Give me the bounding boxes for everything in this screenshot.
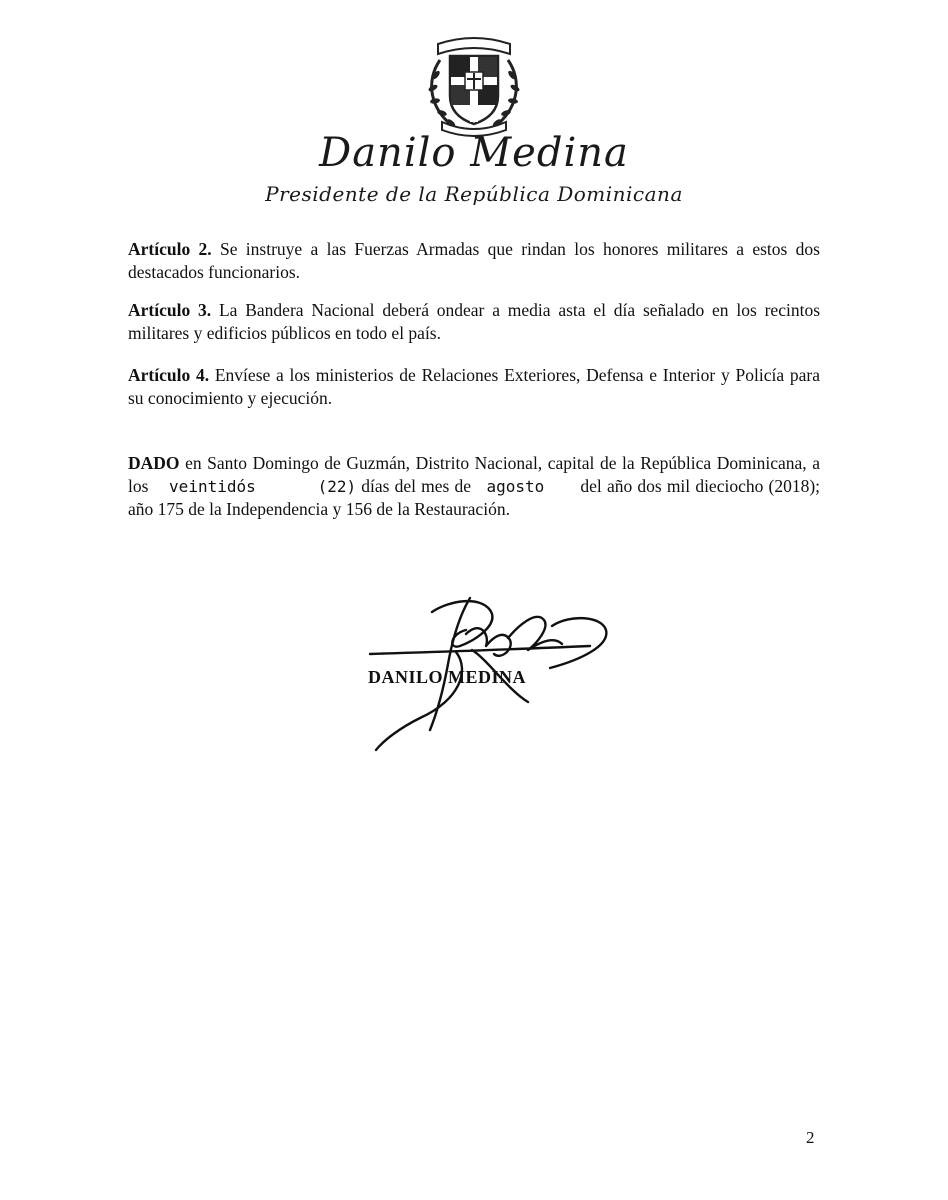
article-4 [128, 364, 820, 410]
article-2-label: Artículo 2. [128, 239, 212, 259]
header-president-title: Presidente de la República Dominicana [265, 182, 683, 206]
article-2 [128, 238, 820, 284]
handwritten-signature [340, 590, 640, 760]
signature-printed-name: DANILO MEDINA [368, 667, 527, 687]
article-4-label: Artículo 4. [128, 365, 210, 385]
dado-text-3: del año dos mil dieciocho (2018); año 175 de la Independencia y 156 de la Restauración. [128, 476, 821, 519]
article-2-text: Se instruye a las Fuerzas Armadas que rindan los honores militares a estos dos destacados funcionarios. [128, 239, 820, 282]
article-4-text: Envíese a los ministerios de Relaciones Exteriores, Defensa e Interior y Policía para su conocimiento y ejecución. [128, 365, 820, 408]
article-3 [128, 299, 820, 345]
dado-day-number: (22) [317, 477, 357, 496]
dado-day-words: veintidós [169, 477, 256, 496]
dado-text-2: días del mes de [356, 476, 477, 496]
article-3-label: Artículo 3. [128, 300, 212, 320]
coat-of-arms-icon [418, 30, 530, 138]
dado-month: agosto [486, 477, 545, 496]
dado-paragraph [128, 452, 820, 521]
page-number: 2 [806, 1128, 815, 1147]
article-3-text: La Bandera Nacional deberá ondear a media asta el día señalado en los recintos militares y edificios públicos en todo el país. [128, 300, 820, 343]
header-president-name: Danilo Medina [319, 130, 629, 176]
dado-label: DADO [128, 453, 180, 473]
dado-text-1: en Santo Domingo de Guzmán, Distrito Nacional, capital de la República Dominicana, a los [128, 453, 820, 496]
